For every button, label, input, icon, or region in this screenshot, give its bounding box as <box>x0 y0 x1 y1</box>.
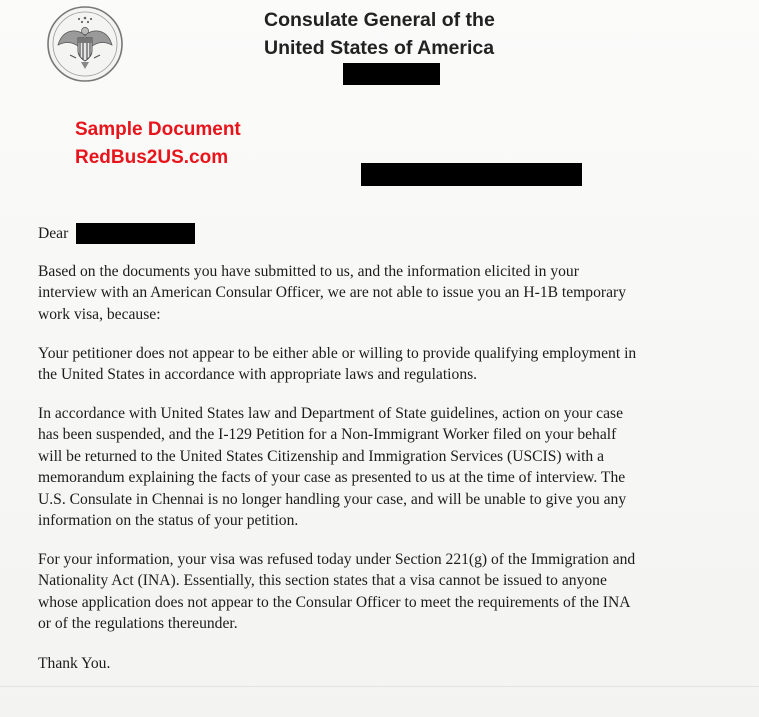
paragraph-line: Based on the documents you have submitted to us, and the information elicited in your <box>38 263 579 280</box>
paragraph-line: memorandum explaining the facts of your case as presented to us at the time of interview. The <box>38 469 626 487</box>
salutation: Dear <box>38 225 69 242</box>
paragraph-line: Nationality Act (INA). Essentially, this section states that a visa cannot be issued to anyone <box>38 572 607 590</box>
great-seal-eagle-icon <box>46 5 124 83</box>
closing-line <box>38 653 750 674</box>
letterhead-title <box>264 6 495 62</box>
paragraph-line: For your information, your visa was refused today under Section 221(g) of the Immigration and <box>38 551 636 568</box>
letterhead-line-1: Consulate General of the <box>264 9 495 31</box>
paragraph-line: U.S. Consulate in Chennai is no longer handling your case, and will be unable to give you any <box>38 490 627 508</box>
page-crease <box>0 686 759 687</box>
letterhead-line-2: United States of America <box>264 37 495 59</box>
paragraph-line: has been suspended, and the I-129 Petition for a Non-Immigrant Worker filed on your behalf <box>38 426 617 444</box>
paragraph-3 <box>38 403 750 531</box>
paragraph-4 <box>38 549 750 635</box>
paragraph-line: whose application does not appear to the Consular Officer to meet the requirements of the INA <box>38 593 631 611</box>
paragraph-line: will be returned to the United States Citizenship and Immigration Services (USCIS) with a <box>38 447 605 465</box>
paragraph-line: Your petitioner does not appear to be either able or willing to provide qualifying employment in <box>38 345 637 362</box>
paragraph-1 <box>38 261 750 325</box>
watermark-line-1: Sample Document <box>75 119 241 140</box>
redacted-block-reference <box>343 63 440 85</box>
closing: Thank You. <box>38 655 111 672</box>
paragraph-line: the United States in accordance with appropriate laws and regulations. <box>38 366 478 384</box>
redacted-block-name <box>76 223 195 244</box>
paragraph-line: interview with an American Consular Officer, we are not able to issue you an H-1B temporary <box>38 284 627 302</box>
redacted-block-date <box>361 163 582 186</box>
paragraph-2 <box>38 343 750 386</box>
paragraph-line: information on the status of your petition. <box>38 511 299 529</box>
sample-watermark <box>75 116 241 172</box>
paragraph-line: or of the regulations thereunder. <box>38 615 238 633</box>
paragraph-line: work visa, because: <box>38 305 161 323</box>
watermark-line-2: RedBus2US.com <box>75 147 229 168</box>
paragraph-line: In accordance with United States law and Department of State guidelines, action on your case <box>38 405 624 422</box>
